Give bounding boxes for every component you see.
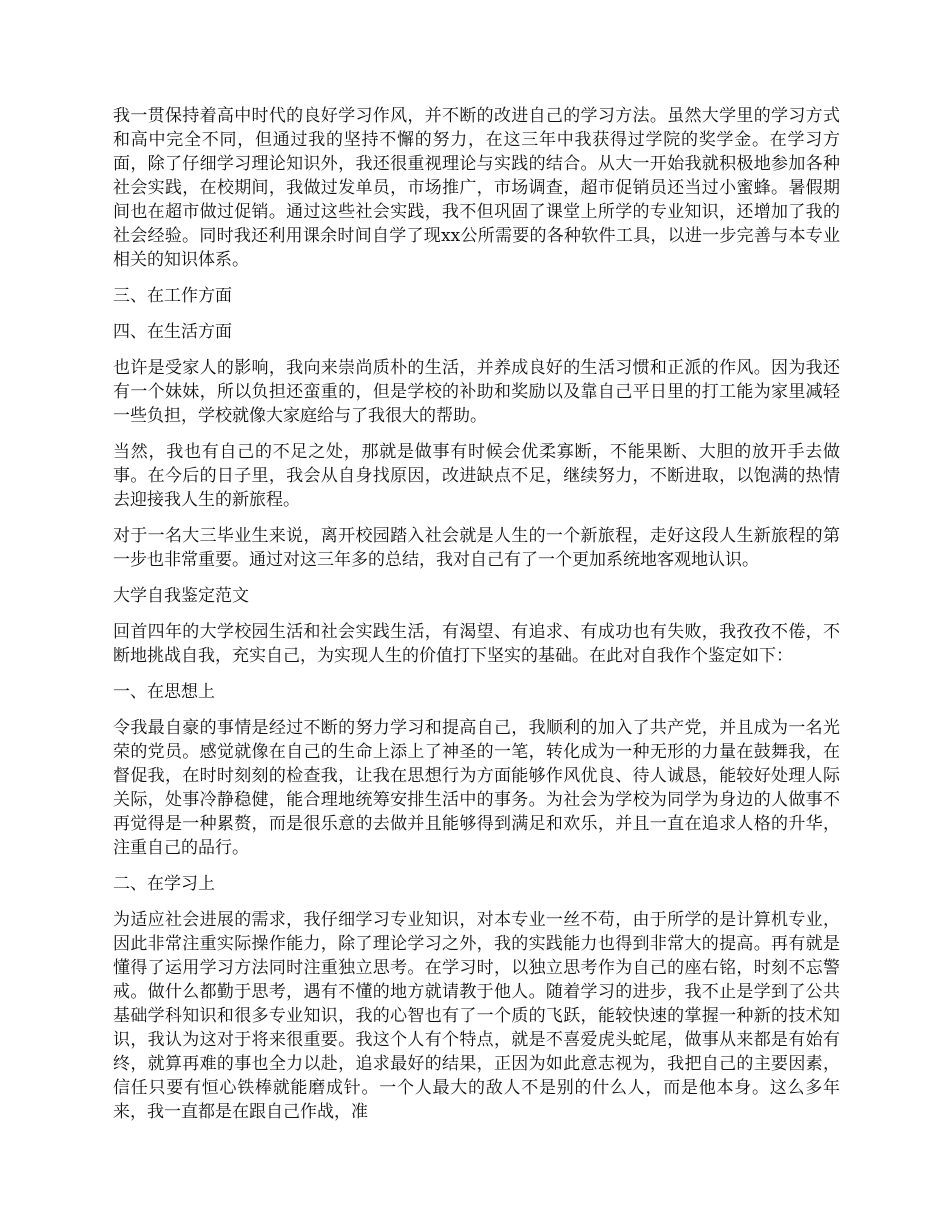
section-heading-life: 四、在生活方面	[113, 322, 232, 342]
paragraph-study: 为适应社会进展的需求，我仔细学习专业知识，对本专业一丝不苟，由于所学的是计算机专业，因此非常注重实际操作能力，除了理论学习之外，我的实践能力也得到非常大的提高。再有就是懂得了运用学习方法同时注重独立思考。在学习时，以独立思考作为自己的座右铭，时刻不忘警戒。做什么都勤于思考，遇有不懂的地方就请教于他人。随着学习的进步，我不止是学到了公共基础学科知识和很多专业知识，我的心智也有了一个质的飞跃，能较快速的掌握一种新的技术知识，我认为这对于将来很重要。我这个人有个特点，就是不喜爱虎头蛇尾，做事从来都是有始有终，就算再难的事也全力以赴，追求最好的结果，正因为如此意志视为，我把自己的主要因素，信任只要有恒心铁棒就能磨成针。一个人最大的敌人不是别的什么人，而是他本身。这么多年来，我一直都是在跟自己作战，准	[113, 910, 840, 1122]
paragraph-intro: 回首四年的大学校园生活和社会实践生活，有渴望、有追求、有成功也有失败，我孜孜不倦，不断地挑战自我，充实自己，为实现人生的价值打下坚实的基础。在此对自我作个鉴定如下：	[113, 622, 840, 666]
paragraph-life: 也许是受家人的影响，我向来崇尚质朴的生活，并养成良好的生活习惯和正派的作风。因为我还有一个妹妹，所以负担还蛮重的，但是学校的补助和奖励以及靠自己平日里的打工能为家里减轻一些负担，学校就像大家庭给与了我很大的帮助。	[113, 358, 840, 426]
section-heading-work: 三、在工作方面	[113, 286, 232, 306]
paragraph-thought: 令我最自豪的事情是经过不断的努力学习和提高自己，我顺利的加入了共产党，并且成为一名光荣的党员。感觉就像在自己的生命上添上了神圣的一笔，转化成为一种无形的力量在鼓舞我，在督促我，在时时刻刻的检查我，让我在思想行为方面能够作风优良、待人诚恳，能较好处理人际关际，处事冷静稳健，能合理地统筹安排生活中的事务。为社会为学校为同学为身边的人做事不再觉得是一种累赘，而是很乐意的去做并且能够得到满足和欢乐，并且一直在追求人格的升华，注重自己的品行。	[113, 718, 840, 858]
section-heading-study: 二、在学习上	[113, 874, 215, 894]
paragraph-conclusion: 对于一名大三毕业生来说，离开校园踏入社会就是人生的一个新旅程，走好这段人生新旅程的第一步也非常重要。通过对这三年多的总结，我对自己有了一个更加系统地客观地认识。	[113, 526, 840, 570]
section-heading-thought: 一、在思想上	[113, 682, 215, 702]
document-body	[113, 104, 840, 1136]
section-heading-sample: 大学自我鉴定范文	[113, 586, 249, 606]
paragraph-shortcomings: 当然，我也有自己的不足之处，那就是做事有时候会优柔寡断，不能果断、大胆的放开手去做事。在今后的日子里，我会从自身找原因，改进缺点不足，继续努力，不断进取，以饱满的热情去迎接我人生的新旅程。	[113, 442, 840, 510]
paragraph-study-habits: 我一贯保持着高中时代的良好学习作风，并不断的改进自己的学习方法。虽然大学里的学习方式和高中完全不同，但通过我的坚持不懈的努力，在这三年中我获得过学院的奖学金。在学习方面，除了仔细学习理论知识外，我还很重视理论与实践的结合。从大一开始我就积极地参加各种社会实践，在校期间，我做过发单员，市场推广，市场调查，超市促销员还当过小蜜蜂。暑假期间也在超市做过促销。通过这些社会实践，我不但巩固了课堂上所学的专业知识，还增加了我的社会经验。同时我还利用课余时间自学了现xx公所需要的各种软件工具，以进一步完善与本专业相关的知识体系。	[113, 106, 840, 270]
